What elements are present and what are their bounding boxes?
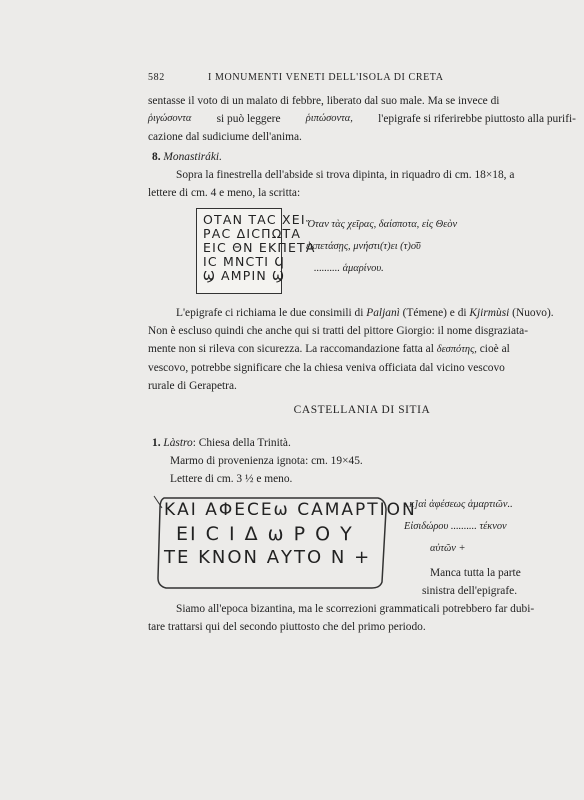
section-place: Monastiráki. [163,151,222,163]
para-line-4: vescovo, potrebbe significare che la chiesa veniva officiata dal vicino vescovo [148,362,505,374]
transcription-line: ..κ]αὶ ἀφέσεως ἁμαρτιῶν.. [404,499,513,510]
para-line-2: Non è escluso quindi che anche qui si tratti del pittore Giorgio: il nome disgraziata- [148,325,529,337]
stone-line: ΚΑΙ ΑΦΕCΕω CΑΜΑΡΤΙΟΝ [164,500,417,520]
note-line-1: Manca tutta la parte [430,567,521,579]
section-8-line-2: lettere di cm. 4 e meno, la scritta: [148,187,301,199]
item-letters: Lettere di cm. 3 ½ e meno. [170,473,293,485]
place-kjirmusi: Kjirmùsi [469,307,510,319]
stone-line: ΕΙ C Ι Δ ω Ρ Ο Υ [176,523,354,545]
item-marble: Marmo di provenienza ignota: cm. 19×45. [170,455,363,467]
castellania-heading: CASTELLANIA DI SITIA [293,404,431,416]
stone-inscription [164,498,417,570]
final-line-1: Siamo all'epoca bizantina, ma le scorrezioni grammaticali potrebbero far dubi- [176,603,535,615]
item-number: 1. [152,437,161,449]
greek-despotes: δεσπότης, [436,344,477,355]
transcription-line: .......... ἁμαρίνου. [314,263,384,274]
stone-transcription [404,494,578,560]
fresco-line: ΙC ΜΝCΤΙ Ϥ [203,254,286,269]
intro-line-3: cazione dal sudiciume dell'anima. [148,131,302,143]
fresco-line: ΟΤΑΝ ΤΑC ΧΕΙ [203,212,306,227]
transcription-line: ἐκπετάσῃς, μνήστι(τ)ει (τ)ο͂ῦ [306,241,421,252]
final-line-2: tare trattarsi qui del secondo piuttosto che del primo periodo. [148,621,426,633]
note-line-2: sinistra dell'epigrafe. [422,585,518,597]
intro-line-1: sentasse il voto di un malato di febbre, liberato dal suo male. Ma se invece di [148,95,500,107]
page-number: 582 [148,72,165,83]
transcription-line: αὐτῶν + [430,543,466,554]
item-place: Làstro [163,437,193,449]
intro-text: si può leggere [216,113,281,125]
section-8-intro [148,166,576,202]
fresco-transcription [306,214,576,280]
running-header [148,72,578,83]
section-8-paragraph [148,304,576,395]
greek-word: ῥιγώσοντα [148,113,192,124]
stone-line: ΤΕ ΚΝΟΝ ΑΥΤΟ Ν + [164,547,372,568]
para-line-5: rurale di Gerapetra. [148,380,237,392]
section-8-heading [152,148,576,166]
running-title: I MONUMENTI VENETI DELL'ISOLA DI CRETA [208,72,444,83]
intro-paragraph [148,92,576,146]
para-line-3: mente non si rileva con sicurezza. La raccomandazione fatta al δεσπότης, cioè al [148,343,510,355]
place-paljani: Paljanì [366,307,400,319]
item-1-title [152,434,576,452]
greek-word-alt: ῥιπώσοντα, [305,113,353,124]
intro-line-2 [148,110,576,128]
section-number: 8. [152,151,161,163]
section-8-line-1: Sopra la finestrella dell'abside si trova dipinta, in riquadro di cm. 18×18, a [176,169,515,181]
transcription-line: Εἰσιδώρου .......... τέκνον [404,521,507,532]
fresco-line: Ϣ ΑΜΡΙΝ Ϣ [203,268,285,283]
final-paragraph [148,600,576,636]
fresco-inscription [196,208,316,294]
fresco-line: ΡΑC ΔΙCΠΩΤΑ [203,226,302,241]
fresco-line: ΕΙC ΘΝ ΕΚΠΕΤΑ [203,240,316,255]
para-line-1: L'epigrafe ci richiama le due consimili di Paljanì (Témene) e di Kjirmùsi (Nuovo). [176,307,554,319]
transcription-line: Ὅταν τὰς χεῖρας, δαίσποτα, εἰς Θεὸν [306,219,458,230]
intro-text-end: l'epigrafe si riferirebbe piuttosto alla purifi- [378,113,576,125]
item-church: : Chiesa della Trinità. [192,437,291,449]
missing-part-note [408,564,578,600]
castellania-item-1 [152,434,576,488]
